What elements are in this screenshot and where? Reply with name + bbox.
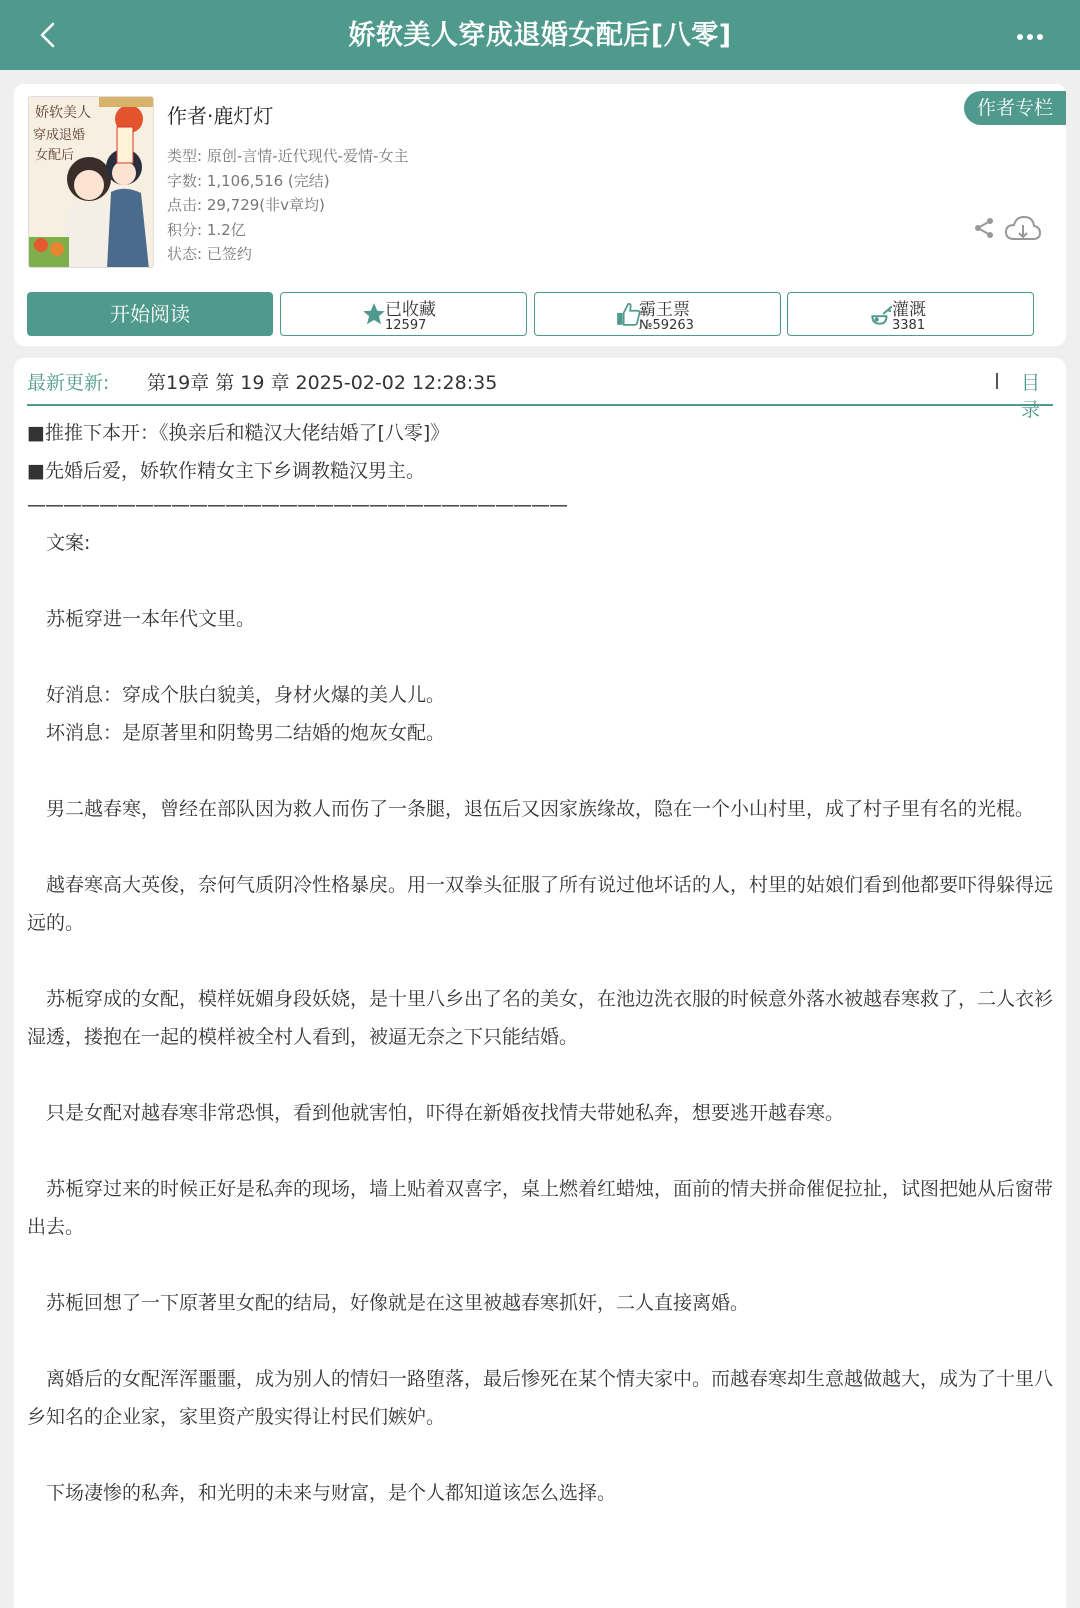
desc-paragraph: 坏消息：是原著里和阴鸷男二结婚的炮灰女配。: [27, 722, 446, 744]
content-card: [14, 358, 1066, 1608]
more-dots-icon: [1016, 33, 1044, 41]
svg-text:娇软美人: 娇软美人: [35, 105, 91, 121]
desc-paragraph: 苏栀回想了一下原著里女配的结局，好像就是在这里被越春寒抓奸，二人直接离婚。: [27, 1292, 750, 1314]
watering-icon: [868, 301, 894, 327]
meta-status: 状态: 已签约: [167, 245, 252, 264]
vote-label: 霸王票: [639, 300, 690, 320]
favorite-count: 12597: [385, 318, 427, 333]
latest-update-row[interactable]: [27, 358, 1053, 421]
book-cover[interactable]: [28, 96, 154, 268]
desc-paragraph: 苏栀穿过来的时候正好是私奔的现场，墙上贴着双喜字，桌上燃着红蜡烛，面前的情夫拼命催促拉扯，试图把她从后窗带出去。: [27, 1178, 1054, 1238]
star-icon: [361, 301, 387, 327]
thumbs-up-icon: [615, 301, 641, 327]
desc-paragraph: 只是女配对越春寒非常恐惧，看到他就害怕，吓得在新婚夜找情夫带她私奔，想要逃开越春寒。: [27, 1102, 845, 1124]
desc-paragraph: 下场凄惨的私奔，和光明的未来与财富，是个人都知道该怎么选择。: [27, 1482, 617, 1504]
share-button[interactable]: [972, 216, 996, 240]
share-icon: [972, 216, 996, 240]
meta-type: 类型: 原创-言情-近代现代-爱情-女主: [167, 147, 409, 165]
latest-update-text[interactable]: 第19章 第 19 章 2025-02-02 12:28:35: [147, 372, 498, 394]
book-description: [27, 414, 1057, 1512]
separator-line: ——————————————————————————————: [27, 494, 567, 516]
more-button[interactable]: [1008, 22, 1052, 52]
cloud-download-icon: [1004, 214, 1042, 244]
meta-score: 积分: 1.2亿: [167, 220, 246, 239]
water-button[interactable]: [787, 292, 1034, 336]
desc-paragraph: 苏栀穿成的女配，模样妩媚身段妖娆，是十里八乡出了名的美女，在池边洗衣服的时候意外落水被越春寒救了，二人衣衫湿透，搂抱在一起的模样被全村人看到，被逼无奈之下只能结婚。: [27, 988, 1054, 1048]
meta-word-count: 字数: 1,106,516 (完结): [167, 171, 330, 190]
desc-paragraph: 好消息：穿成个肤白貌美，身材火爆的美人儿。: [27, 684, 446, 706]
vote-button[interactable]: [534, 292, 781, 336]
divider: [996, 373, 998, 389]
toc-link[interactable]: 目录: [1021, 372, 1041, 421]
vote-count: №59263: [639, 318, 694, 333]
desc-paragraph: 离婚后的女配浑浑噩噩，成为别人的情妇一路堕落，最后惨死在某个情夫家中。而越春寒却生意越做越大，成为了十里八乡知名的企业家，家里资产殷实得让村民们嫉妒。: [27, 1368, 1054, 1428]
favorite-label: 已收藏: [385, 300, 436, 320]
book-cover-illustration: [29, 97, 154, 268]
book-meta: [167, 144, 408, 267]
water-label: 灌溉: [892, 300, 926, 320]
desc-paragraph: 文案:: [27, 532, 91, 554]
page-title: 娇软美人穿成退婚女配后[八零]: [348, 20, 732, 51]
start-reading-button[interactable]: 开始阅读: [27, 292, 273, 336]
download-button[interactable]: [1004, 214, 1042, 244]
svg-text:女配后: 女配后: [35, 148, 75, 163]
desc-paragraph: 男二越春寒，曾经在部队因为救人而伤了一条腿，退伍后又因家族缘故，隐在一个小山村里，成了村子里有名的光棍。: [27, 798, 1035, 820]
top-bar: [0, 0, 1080, 70]
author-column-button[interactable]: 作者专栏: [964, 91, 1066, 125]
desc-paragraph: 越春寒高大英俊，奈何气质阴冷性格暴戾。用一双拳头征服了所有说过他坏话的人，村里的姑娘们看到他都要吓得躲得远远的。: [27, 874, 1054, 934]
desc-paragraph: 苏栀穿进一本年代文里。: [27, 608, 256, 630]
latest-update-label: 最新更新:: [27, 372, 110, 394]
favorite-button[interactable]: [280, 292, 527, 336]
water-count: 3381: [892, 318, 926, 333]
promo-line-2: ■先婚后爱，娇软作精女主下乡调教糙汉男主。: [27, 460, 425, 482]
book-info-card: [14, 84, 1066, 346]
svg-text:穿成退婚: 穿成退婚: [33, 128, 86, 143]
author-name[interactable]: 作者·鹿灯灯: [167, 104, 274, 128]
promo-line-1[interactable]: ■推推下本开：《换亲后和糙汉大佬结婚了[八零]》: [27, 422, 450, 444]
meta-clicks: 点击: 29,729(非v章均): [167, 196, 325, 215]
